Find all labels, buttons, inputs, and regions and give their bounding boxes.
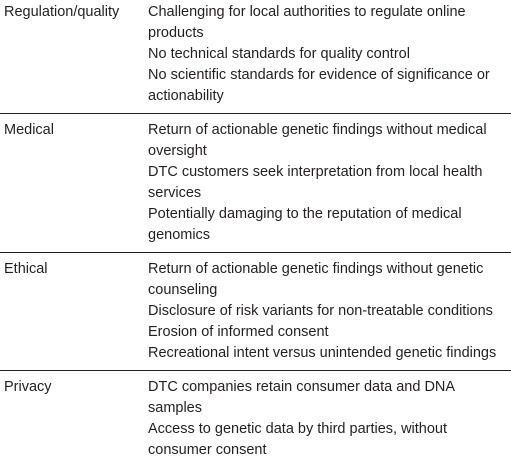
table-row-privacy [0,371,511,467]
list-item: Erosion of informed consent [148,324,329,340]
list-item: Return of actionable genetic findings without genetic counseling [148,261,484,298]
row-items [148,259,511,364]
row-category: Privacy [4,379,52,395]
list-item: DTC companies retain consumer data and DNA samples [148,379,455,416]
table-row-ethical [0,253,511,371]
row-items [148,377,511,461]
list-item: Challenging for local authorities to regulate online products [148,4,466,41]
row-items [148,2,511,107]
list-item: Recreational intent versus unintended genetic findings [148,345,497,361]
list-item: DTC customers seek interpretation from local health services [148,164,483,201]
list-item: Return of actionable genetic findings without medical oversight [148,122,487,159]
table-row-regulation-quality [0,0,511,114]
list-item: No technical standards for quality control [148,46,410,62]
list-item: Potentially damaging to the reputation of medical genomics [148,206,462,243]
list-item: Access to genetic data by third parties, without consumer consent [148,421,448,458]
row-category: Ethical [4,261,48,277]
row-category: Regulation/quality [4,4,120,20]
list-item: No scientific standards for evidence of significance or actionability [148,67,490,104]
table-row-medical [0,114,511,253]
list-item: Disclosure of risk variants for non-treatable conditions [148,303,493,319]
row-category: Medical [4,122,54,138]
row-items [148,120,511,246]
